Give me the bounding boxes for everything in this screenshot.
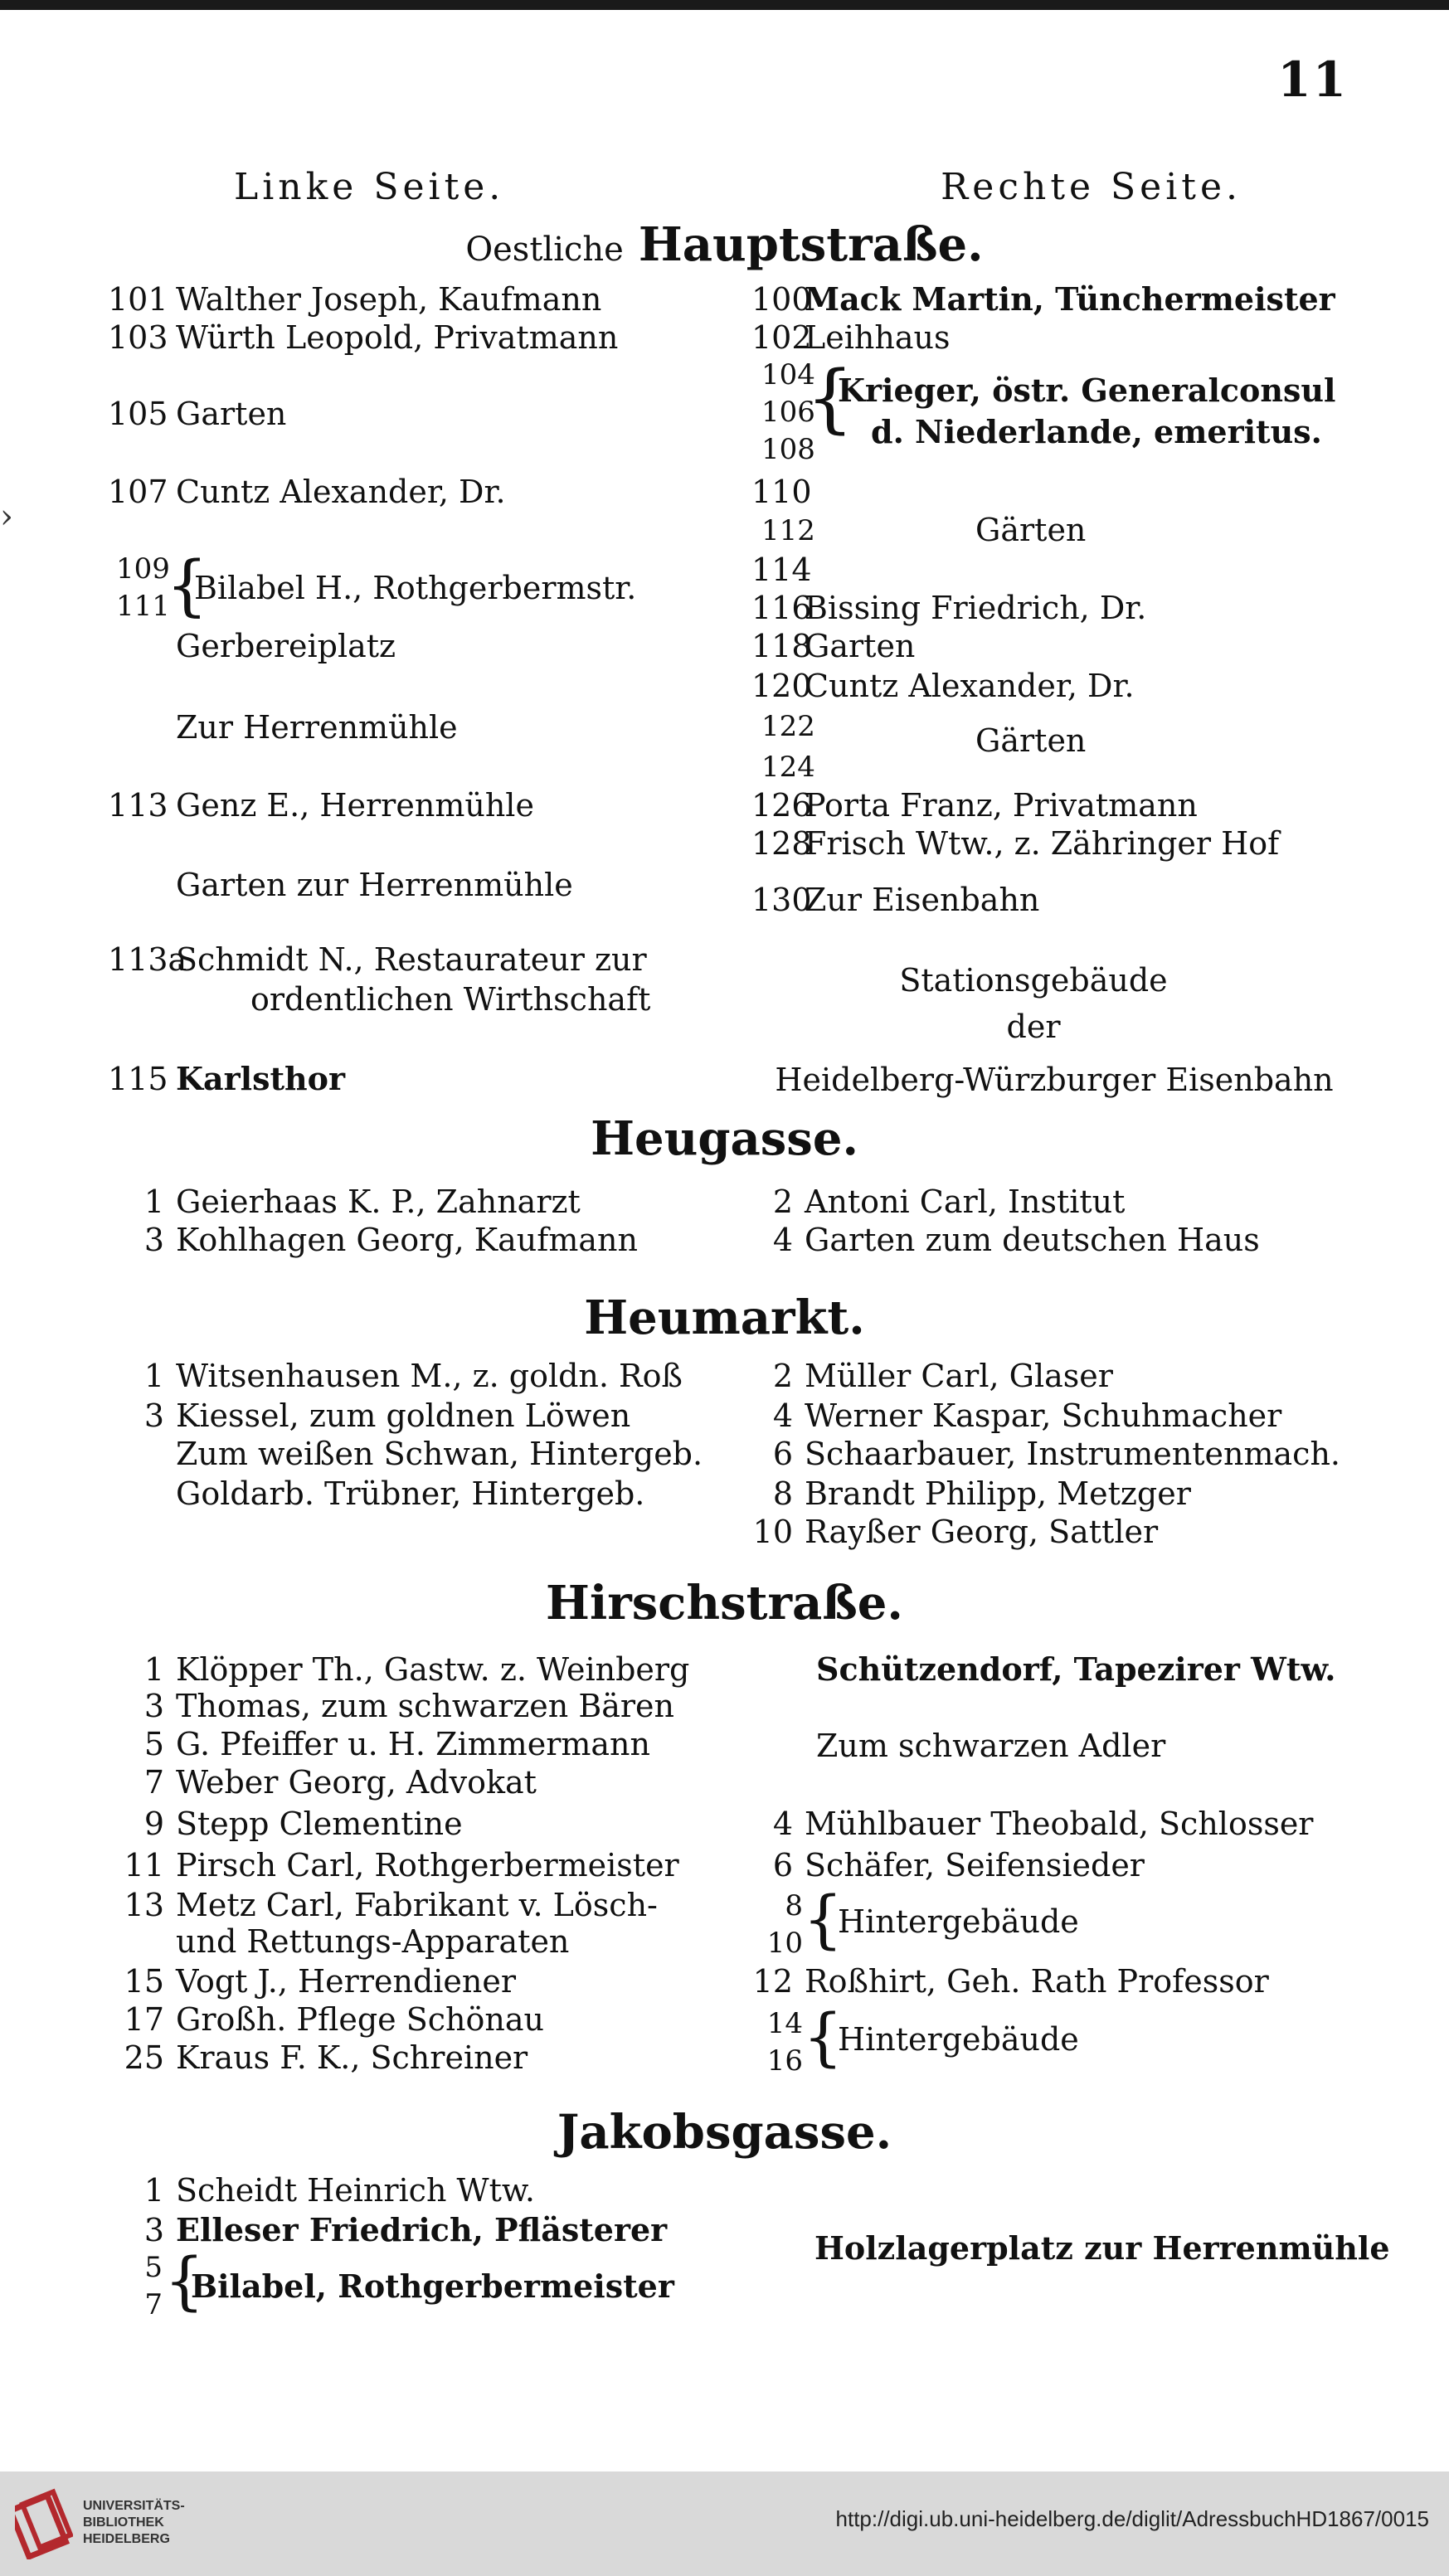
entry-row — [751, 474, 812, 510]
entry-text: und Rettungs-Apparaten — [176, 1923, 570, 1960]
entry-text: Klöpper Th., Gastw. z. Weinberg — [176, 1651, 690, 1688]
entry-row: Stationsgebäude — [899, 962, 1168, 999]
entry-row — [108, 1765, 537, 1801]
entry-text: Zum schwarzen Adler — [816, 1728, 1166, 1764]
entry-text: Kohlhagen Georg, Kaufmann — [176, 1222, 638, 1258]
house-number: 4 — [772, 1397, 793, 1434]
entry-row — [108, 2002, 544, 2038]
entry-row — [108, 396, 286, 432]
entry-text: Werner Kaspar, Schuhmacher — [805, 1397, 1282, 1434]
street-prefix: Oestliche — [465, 231, 624, 269]
street-name: Hauptstraße. — [638, 217, 984, 272]
house-number: 16 — [766, 2044, 803, 2078]
house-number: 17 — [124, 2001, 164, 2038]
entry-row — [751, 591, 1146, 626]
house-number: 126 — [751, 787, 812, 824]
entry-text: Gärten — [975, 512, 1087, 548]
house-number: 8 — [772, 1475, 793, 1512]
house-number: 8 — [785, 1889, 803, 1922]
house-number: 113 — [108, 787, 168, 824]
entry-row — [108, 868, 573, 903]
house-number: 4 — [772, 1222, 793, 1258]
entry-text: Leihhaus — [805, 319, 951, 356]
entry-text: Würth Leopold, Privatmann — [176, 319, 619, 356]
entry-text: Goldarb. Trübner, Hintergeb. — [176, 1475, 645, 1512]
entry-text: Gerbereiplatz — [176, 628, 396, 664]
entry-text: Elleser Friedrich, Pflästerer — [176, 2211, 668, 2248]
entry-text: Kiessel, zum goldnen Löwen — [176, 1397, 631, 1434]
entry-text: Antoni Carl, Institut — [805, 1184, 1126, 1220]
house-number: 13 — [124, 1887, 164, 1923]
entry-text: G. Pfeiffer u. H. Zimmermann — [176, 1726, 651, 1762]
entry-row — [751, 320, 950, 356]
entry-text: Weber Georg, Advokat — [176, 1764, 537, 1801]
brace-mark: { — [806, 355, 854, 442]
house-number: 113a — [108, 941, 187, 978]
entry-row — [751, 1476, 1191, 1512]
street-title-hauptstrasse — [0, 217, 1449, 272]
library-logo-text — [83, 2498, 185, 2548]
house-number: 103 — [108, 319, 168, 356]
entry-text: Mühlbauer Theobald, Schlosser — [805, 1806, 1314, 1842]
entry-text: Vogt J., Herrendiener — [176, 1963, 517, 2000]
entry-row — [108, 1924, 569, 1960]
entry-row — [751, 629, 915, 664]
entry-row — [751, 1184, 1125, 1220]
entry-text: Thomas, zum schwarzen Bären — [176, 1688, 675, 1724]
entry-text: Schäfer, Seifensieder — [805, 1847, 1145, 1883]
house-number: 120 — [751, 668, 812, 704]
entry-row — [751, 1848, 1145, 1883]
entry-text: Stepp Clementine — [176, 1806, 463, 1842]
margin-mark: › — [0, 498, 13, 536]
entry-row — [751, 552, 812, 588]
entry-row — [108, 788, 534, 824]
entry-row — [108, 2173, 535, 2209]
house-number: 106 — [761, 395, 815, 429]
house-number: 11 — [124, 1847, 164, 1883]
entry-row — [108, 1062, 345, 1097]
entry-text: Schaarbauer, Instrumentenmach. — [805, 1436, 1340, 1472]
house-number-group — [761, 1888, 803, 1962]
entry-row — [108, 1436, 703, 1472]
house-number: 4 — [772, 1806, 793, 1842]
entry-row — [108, 942, 647, 978]
entry-row: Heidelberg-Würzburger Eisenbahn — [775, 1062, 1334, 1098]
entry-text: Zur Herrenmühle — [176, 709, 458, 746]
house-number: 14 — [766, 2007, 803, 2040]
brace-mark: { — [803, 2000, 844, 2073]
entry-row — [975, 513, 1086, 548]
house-number: 122 — [761, 710, 815, 743]
entry-text: Cuntz Alexander, Dr. — [805, 668, 1135, 704]
house-number: 118 — [751, 628, 812, 664]
entry-row — [194, 571, 636, 606]
entry-row — [751, 1806, 1313, 1842]
entry-text: Karlsthor — [176, 1060, 346, 1097]
house-number-group — [761, 2005, 803, 2080]
entry-row — [108, 710, 458, 746]
entry-text: Porta Franz, Privatmann — [805, 787, 1198, 824]
entry-text: Holzlagerplatz zur Herrenmühle — [814, 2229, 1390, 2267]
house-number: 15 — [124, 1963, 164, 2000]
entry-text: Großh. Pflege Schönau — [176, 2001, 544, 2038]
entry-text: Schützendorf, Tapezirer Wtw. — [816, 1650, 1336, 1688]
entry-text: Bilabel H., Rothgerbermstr. — [194, 570, 637, 606]
house-number-group — [116, 2249, 163, 2324]
house-number: 116 — [751, 590, 812, 626]
entry-text: Geierhaas K. P., Zahnarzt — [176, 1184, 581, 1220]
entry-row — [751, 882, 1039, 918]
house-number: 7 — [144, 2287, 163, 2321]
entry-row — [751, 1964, 1269, 2000]
entry-text: ordentlichen Wirthschaft — [250, 981, 651, 1018]
entry-text: Schmidt N., Restaurateur zur — [176, 941, 647, 978]
entry-row — [108, 629, 396, 664]
house-number: 115 — [108, 1061, 168, 1097]
entry-text: Zur Eisenbahn — [805, 882, 1040, 918]
entry-row — [108, 1727, 650, 1762]
entry-row — [108, 1806, 463, 1842]
entry-text: Müller Carl, Glaser — [805, 1358, 1113, 1394]
house-number: 3 — [143, 2212, 164, 2248]
entry-row — [108, 2040, 528, 2076]
entry-row — [108, 1848, 679, 1883]
house-number: 3 — [143, 1397, 164, 1434]
entry-row — [816, 1652, 1336, 1688]
entry-text: Witsenhausen M., z. goldn. Roß — [176, 1358, 683, 1394]
house-number: 12 — [752, 1963, 793, 2000]
entry-row — [108, 1222, 638, 1258]
logo-line: BIBLIOTHEK — [83, 2515, 164, 2530]
entry-row — [108, 1476, 644, 1512]
source-url-link[interactable]: http://digi.ub.uni-heidelberg.de/diglit/AdressbuchHD1867/0015 — [835, 2506, 1429, 2531]
house-number-group — [761, 513, 815, 550]
house-number: 9 — [143, 1806, 164, 1842]
house-number: 105 — [108, 396, 168, 432]
house-number: 130 — [751, 882, 812, 918]
entry-row — [751, 668, 1135, 704]
street-title-heumarkt: Heumarkt. — [584, 1290, 865, 1345]
house-number: 5 — [143, 1726, 164, 1762]
entry-row — [108, 1689, 674, 1724]
entry-text: Pirsch Carl, Rothgerbermeister — [176, 1847, 679, 1883]
entry-row — [108, 474, 506, 510]
top-border — [0, 0, 1449, 10]
entry-row — [751, 1358, 1113, 1394]
entry-row — [250, 982, 650, 1018]
entry-text: Hintergebäude — [838, 1903, 1079, 1940]
logo-line: UNIVERSITÄTS- — [83, 2499, 185, 2513]
page-number: 11 — [1277, 51, 1348, 108]
entry-row — [751, 1222, 1260, 1258]
house-number: 114 — [751, 552, 812, 588]
entry-row — [838, 1904, 1079, 1940]
house-number: 6 — [772, 1847, 793, 1883]
house-number: 104 — [761, 358, 815, 391]
house-number: 10 — [752, 1514, 793, 1550]
brace-mark: { — [164, 2243, 205, 2317]
entry-text: Garten zum deutschen Haus — [805, 1222, 1260, 1258]
entry-row — [838, 373, 1336, 409]
house-number: 6 — [772, 1436, 793, 1472]
house-number: 100 — [751, 281, 812, 318]
house-number: 111 — [116, 589, 170, 623]
house-number: 110 — [751, 474, 812, 510]
house-number: 107 — [108, 474, 168, 510]
entry-text: Metz Carl, Fabrikant v. Lösch- — [176, 1887, 658, 1923]
brace-mark: { — [803, 1882, 844, 1956]
entry-text: Cuntz Alexander, Dr. — [176, 474, 506, 510]
entry-row — [108, 282, 601, 318]
entry-row — [191, 2269, 674, 2305]
entry-text: Rayßer Georg, Sattler — [805, 1514, 1159, 1550]
house-number: 1 — [143, 1651, 164, 1688]
street-title-heugasse: Heugasse. — [591, 1111, 858, 1166]
entry-text: Frisch Wtw., z. Zähringer Hof — [805, 825, 1280, 862]
entry-text: Garten — [176, 396, 287, 432]
house-number: 128 — [751, 825, 812, 862]
house-number-group — [116, 551, 170, 625]
entry-row — [108, 1398, 630, 1434]
entry-text: Zum weißen Schwan, Hintergeb. — [176, 1436, 703, 1472]
house-number: 2 — [772, 1358, 793, 1394]
entry-text: Mack Martin, Tünchermeister — [805, 280, 1335, 318]
house-number: 109 — [116, 552, 170, 586]
entry-text: Gärten — [975, 722, 1087, 759]
entry-row: der — [1006, 1009, 1061, 1045]
house-number: 1 — [143, 2172, 164, 2209]
entry-text: Walther Joseph, Kaufmann — [176, 281, 602, 318]
entry-row — [751, 1398, 1281, 1434]
street-title-jakobsgasse: Jakobsgasse. — [557, 2105, 892, 2160]
entry-row — [751, 1436, 1340, 1472]
entry-text: Garten — [805, 628, 916, 664]
entry-row — [838, 2022, 1079, 2058]
house-number: 3 — [143, 1222, 164, 1258]
house-number: 1 — [143, 1184, 164, 1220]
entry-row — [871, 415, 1322, 450]
entry-row — [751, 826, 1279, 862]
house-number: 7 — [143, 1764, 164, 1801]
house-number-group — [761, 357, 815, 469]
entry-row — [108, 1358, 683, 1394]
entry-row — [814, 2231, 1390, 2267]
entry-text: Roßhirt, Geh. Rath Professor — [805, 1963, 1269, 2000]
entry-row — [751, 788, 1198, 824]
house-number: 112 — [761, 514, 815, 547]
house-number: 101 — [108, 281, 168, 318]
entry-row — [816, 1728, 1165, 1764]
house-number: 5 — [144, 2251, 163, 2284]
entry-row — [108, 1964, 516, 2000]
entry-row — [108, 1184, 581, 1220]
house-number: 1 — [143, 1358, 164, 1394]
entry-text: Bissing Friedrich, Dr. — [805, 590, 1147, 626]
right-side-header: Rechte Seite. — [941, 166, 1242, 208]
entry-text: Garten zur Herrenmühle — [176, 867, 573, 903]
entry-row — [751, 1514, 1158, 1550]
entry-row — [108, 320, 618, 356]
entry-row — [975, 723, 1086, 759]
house-number: 3 — [143, 1688, 164, 1724]
viewer-footer — [0, 2472, 1449, 2576]
entry-text: Krieger, östr. Generalconsul — [838, 372, 1336, 409]
house-number: 124 — [761, 751, 815, 785]
entry-row — [108, 1652, 689, 1688]
street-title-hirschstrasse: Hirschstraße. — [546, 1576, 903, 1631]
entry-text: Brandt Philipp, Metzger — [805, 1475, 1191, 1512]
entry-text: Kraus F. K., Schreiner — [176, 2039, 528, 2076]
entry-row — [108, 1888, 658, 1923]
library-logo-icon — [15, 2488, 73, 2559]
house-number: 25 — [124, 2039, 164, 2076]
entry-row — [751, 282, 1335, 318]
logo-line: HEIDELBERG — [83, 2532, 170, 2546]
house-number: 10 — [766, 1926, 803, 1960]
house-number-group — [761, 707, 815, 789]
entry-text: Scheidt Heinrich Wtw. — [176, 2172, 535, 2209]
entry-text: d. Niederlande, emeritus. — [871, 413, 1322, 450]
left-side-header: Linke Seite. — [234, 166, 505, 208]
entry-text: Hintergebäude — [838, 2021, 1079, 2058]
entry-text: Genz E., Herrenmühle — [176, 787, 534, 824]
brace-mark: { — [166, 547, 208, 624]
house-number: 102 — [751, 319, 812, 356]
house-number: 2 — [772, 1184, 793, 1220]
house-number: 108 — [761, 432, 815, 466]
entry-text: Bilabel, Rothgerbermeister — [191, 2267, 674, 2305]
